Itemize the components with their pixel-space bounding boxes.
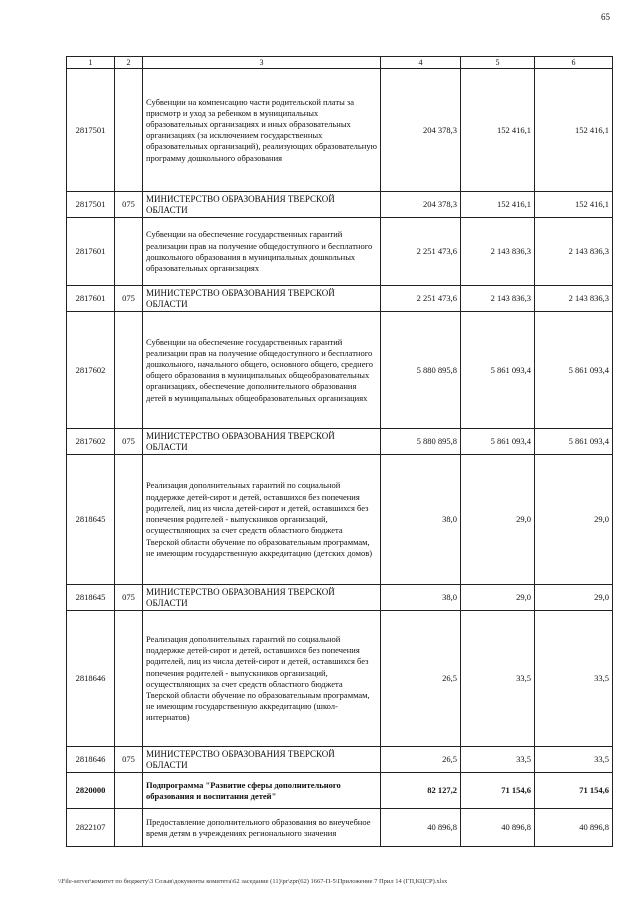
description-cell: Реализация дополнительных гарантий по социальной поддержке детей-сирот и детей, оставшихся без попечения родителей, лиц из числа детей-сирот и детей, оставшихся без попечения родителей - выпускников организаций, осуществляющих за счет средств областного бюджета Тверской области обучение по образовательным программам, не имеющим государственную аккредитацию (детских домов): [143, 455, 381, 585]
code-cell: 2818645: [67, 455, 115, 585]
code-cell: 2817601: [67, 218, 115, 286]
table-row: [67, 809, 613, 847]
column-header: 3: [143, 57, 381, 69]
value-col4-cell: 5 880 895,8: [381, 429, 461, 455]
department-cell: [115, 773, 143, 809]
value-col6-cell: 33,5: [535, 611, 613, 747]
value-col4-cell: 204 378,3: [381, 69, 461, 192]
table-row: [67, 312, 613, 429]
column-header: 5: [461, 57, 535, 69]
value-col6-cell: 152 416,1: [535, 69, 613, 192]
value-col5-cell: 33,5: [461, 747, 535, 773]
column-header: 1: [67, 57, 115, 69]
value-col5-cell: 40 896,8: [461, 809, 535, 847]
table-row: [67, 192, 613, 218]
value-col6-cell: 2 143 836,3: [535, 286, 613, 312]
table-row: [67, 429, 613, 455]
code-cell: 2817501: [67, 192, 115, 218]
description-cell: Субвенции на обеспечение государственных гарантий реализации прав на получение общедоступного и бесплатного дошкольного образования в муниципальных дошкольных образовательных организациях: [143, 218, 381, 286]
department-cell: [115, 809, 143, 847]
value-col4-cell: 2 251 473,6: [381, 286, 461, 312]
description-cell: Реализация дополнительных гарантий по социальной поддержке детей-сирот и детей, оставшихся без попечения родителей, лиц из числа детей-сирот и детей, оставшихся без попечения родителей - выпускников организаций, осуществляющих за счет средств областного бюджета Тверской области обучение по образовательным программам, не имеющим государственную аккредитацию (школ-интернатов): [143, 611, 381, 747]
description-cell: МИНИСТЕРСТВО ОБРАЗОВАНИЯ ТВЕРСКОЙ ОБЛАСТИ: [143, 286, 381, 312]
department-cell: [115, 312, 143, 429]
department-cell: 075: [115, 585, 143, 611]
code-cell: 2817501: [67, 69, 115, 192]
value-col5-cell: 152 416,1: [461, 192, 535, 218]
table-row: [67, 455, 613, 585]
department-cell: [115, 611, 143, 747]
table-header-row: [67, 57, 613, 69]
value-col4-cell: 5 880 895,8: [381, 312, 461, 429]
code-cell: 2817602: [67, 429, 115, 455]
department-cell: [115, 218, 143, 286]
description-cell: МИНИСТЕРСТВО ОБРАЗОВАНИЯ ТВЕРСКОЙ ОБЛАСТИ: [143, 429, 381, 455]
value-col4-cell: 26,5: [381, 747, 461, 773]
value-col4-cell: 82 127,2: [381, 773, 461, 809]
value-col5-cell: 71 154,6: [461, 773, 535, 809]
value-col5-cell: 152 416,1: [461, 69, 535, 192]
value-col6-cell: 29,0: [535, 455, 613, 585]
value-col4-cell: 38,0: [381, 455, 461, 585]
value-col6-cell: 5 861 093,4: [535, 312, 613, 429]
page-number: 65: [601, 12, 610, 22]
description-cell: МИНИСТЕРСТВО ОБРАЗОВАНИЯ ТВЕРСКОЙ ОБЛАСТИ: [143, 585, 381, 611]
table-row: [67, 611, 613, 747]
code-cell: 2820000: [67, 773, 115, 809]
value-col5-cell: 29,0: [461, 585, 535, 611]
column-header: 4: [381, 57, 461, 69]
description-cell: Подпрограмма "Развитие сферы дополнительного образования и воспитания детей": [143, 773, 381, 809]
value-col6-cell: 40 896,8: [535, 809, 613, 847]
value-col4-cell: 40 896,8: [381, 809, 461, 847]
table-row: [67, 218, 613, 286]
value-col5-cell: 29,0: [461, 455, 535, 585]
file-path-footer: \\File-server\комитет по бюджету\3 Созыв\документы комитета\62 заседание (11)\pr\zpr(62) 1667-П-5\Приложение 7 Прил 14 (ГП,КЦСР).xlsx: [58, 878, 448, 885]
value-col4-cell: 2 251 473,6: [381, 218, 461, 286]
description-cell: МИНИСТЕРСТВО ОБРАЗОВАНИЯ ТВЕРСКОЙ ОБЛАСТИ: [143, 747, 381, 773]
code-cell: 2818645: [67, 585, 115, 611]
table-row: [67, 747, 613, 773]
value-col4-cell: 204 378,3: [381, 192, 461, 218]
code-cell: 2822107: [67, 809, 115, 847]
table-row: [67, 585, 613, 611]
department-cell: 075: [115, 192, 143, 218]
value-col5-cell: 33,5: [461, 611, 535, 747]
value-col5-cell: 5 861 093,4: [461, 429, 535, 455]
value-col4-cell: 38,0: [381, 585, 461, 611]
department-cell: [115, 455, 143, 585]
value-col6-cell: 2 143 836,3: [535, 218, 613, 286]
value-col6-cell: 152 416,1: [535, 192, 613, 218]
department-cell: 075: [115, 286, 143, 312]
column-header: 2: [115, 57, 143, 69]
value-col6-cell: 33,5: [535, 747, 613, 773]
code-cell: 2817602: [67, 312, 115, 429]
description-cell: МИНИСТЕРСТВО ОБРАЗОВАНИЯ ТВЕРСКОЙ ОБЛАСТИ: [143, 192, 381, 218]
description-cell: Предоставление дополнительного образования во внеучебное время детям в учреждениях регионального значения: [143, 809, 381, 847]
code-cell: 2818646: [67, 611, 115, 747]
value-col6-cell: 29,0: [535, 585, 613, 611]
budget-table: [66, 56, 613, 847]
table-row: [67, 286, 613, 312]
value-col5-cell: 2 143 836,3: [461, 286, 535, 312]
value-col6-cell: 71 154,6: [535, 773, 613, 809]
value-col5-cell: 2 143 836,3: [461, 218, 535, 286]
code-cell: 2818646: [67, 747, 115, 773]
value-col5-cell: 5 861 093,4: [461, 312, 535, 429]
value-col4-cell: 26,5: [381, 611, 461, 747]
department-cell: [115, 69, 143, 192]
code-cell: 2817601: [67, 286, 115, 312]
department-cell: 075: [115, 747, 143, 773]
department-cell: 075: [115, 429, 143, 455]
value-col6-cell: 5 861 093,4: [535, 429, 613, 455]
column-header: 6: [535, 57, 613, 69]
description-cell: Субвенции на компенсацию части родительской платы за присмотр и уход за ребенком в муниципальных образовательных организациях и иных образовательных организациях (за исключением государственных образовательных организаций), реализующих образовательную программу дошкольного образования: [143, 69, 381, 192]
table-row: [67, 773, 613, 809]
table-row: [67, 69, 613, 192]
description-cell: Субвенции на обеспечение государственных гарантий реализации прав на получение общедоступного и бесплатного дошкольного, начального общего, основного общего, среднего общего образования в муниципальных общеобразовательных организациях, обеспечение дополнительного образования детей в муниципальных общеобразовательных организациях: [143, 312, 381, 429]
